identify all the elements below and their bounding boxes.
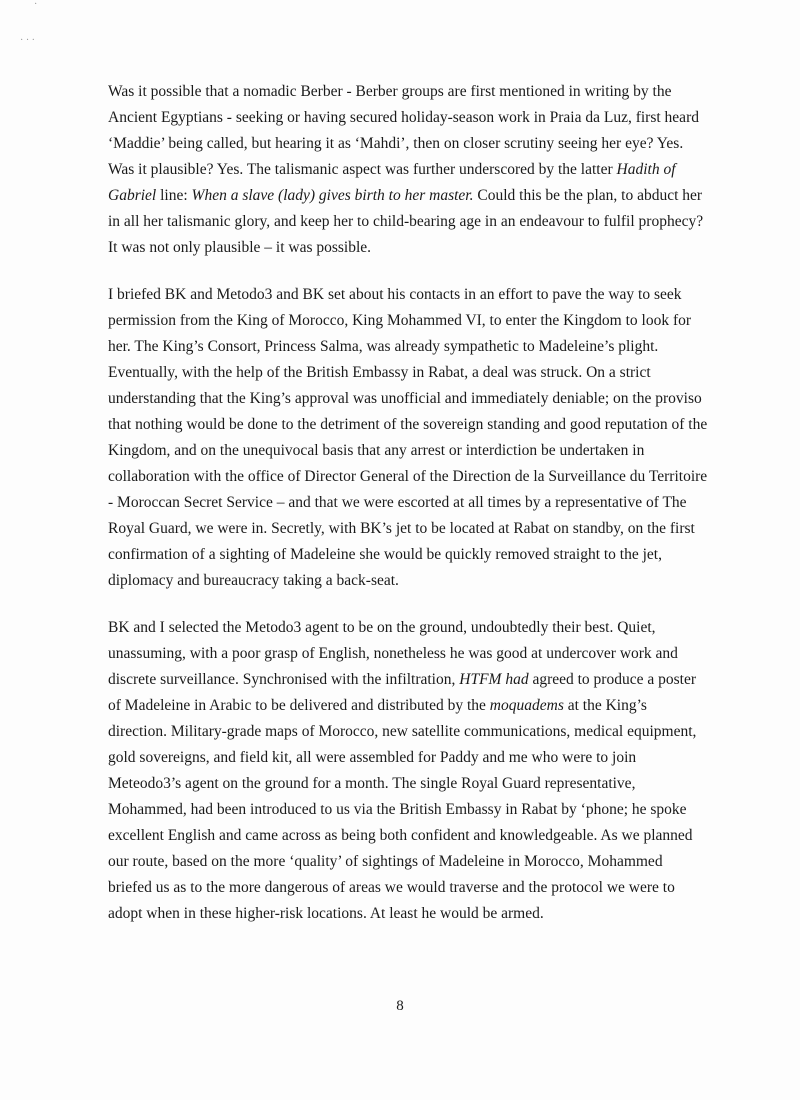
italic-run: When a slave (lady) gives birth to her master. — [191, 187, 474, 204]
scan-artifact: · · · — [20, 35, 35, 46]
text-run: I briefed BK and Metodo3 and BK set about his contacts in an effort to pave the way to seek permission from the King of Morocco, King Mohammed VI, to enter the Kingdom to look for her. The King’s Consort, Princess Salma, was already sympathetic to Madeleine’s plight. Eventually, with the help of the British Embassy in Rabat, a deal was struck. On a strict understanding that the King’s approval was unofficial and immediately deniable; on the proviso that nothing would be done to the detriment of the sovereign standing and good reputation of the Kingdom, and on the unequivocal basis that any arrest or interdiction be undertaken in collaboration with the office of Director General of the Direction de la Surveillance du Territoire - Moroccan Secret Service – and that we were escorted at all times by a representative of The Royal Guard, we were in. Secretly, with BK’s jet to be located at Rabat on standby, on the first confirmation of a sighting of Madeleine she would be quickly removed straight to the jet, diplomacy and bureaucracy taking a back-seat. — [108, 286, 708, 589]
scan-artifact: · — [34, 0, 38, 10]
text-run: Was it possible that a nomadic Berber - Berber groups are first mentioned in writing by the Ancient Egyptians - seeking or having secured holiday-season work in Praia da Luz, first heard ‘Maddie’ being called, but hearing it as ‘Mahdi’, then on closer scrutiny seeing her eye? Yes. Was it plausible? Yes. The talismanic aspect was further underscored by the latter — [108, 83, 699, 178]
text-run: line: — [156, 187, 192, 204]
italic-run: HTFM had — [459, 671, 529, 688]
italic-run: Hadith of Gabriel — [108, 161, 676, 204]
paragraph-briefing — [108, 282, 708, 594]
paragraph-agent-selection — [108, 615, 708, 927]
page-number: 8 — [396, 998, 404, 1014]
italic-run: moquadems — [489, 697, 564, 714]
text-run: agreed to produce a poster of Madeleine in Arabic to be delivered and distributed by the — [108, 671, 696, 714]
body-text — [108, 79, 708, 948]
text-run: Could this be the plan, to abduct her in all her talismanic glory, and keep her to child-bearing age in an endeavour to fulfil prophecy? It was not only plausible – it was possible. — [108, 187, 704, 256]
text-run: at the King’s direction. Military-grade maps of Morocco, new satellite communications, medical equipment, gold sovereigns, and field kit, all were assembled for Paddy and me who were to join Meteodo3’s agent on the ground for a month. The single Royal Guard representative, Mohammed, had been introduced to us via the British Embassy in Rabat by ‘phone; he spoke excellent English and came across as being both confident and knowledgeable. As we planned our route, based on the more ‘quality’ of sightings of Madeleine in Morocco, Mohammed briefed us as to the more dangerous of areas we would traverse and the protocol we were to adopt when in these higher-risk locations. At least he would be armed. — [108, 697, 697, 922]
paragraph-talismanic — [108, 79, 708, 261]
text-run: BK and I selected the Metodo3 agent to be on the ground, undoubtedly their best. Quiet, unassuming, with a poor grasp of English, nonetheless he was good at undercover work and discrete surveillance. Synchronised with the infiltration, — [108, 619, 678, 688]
